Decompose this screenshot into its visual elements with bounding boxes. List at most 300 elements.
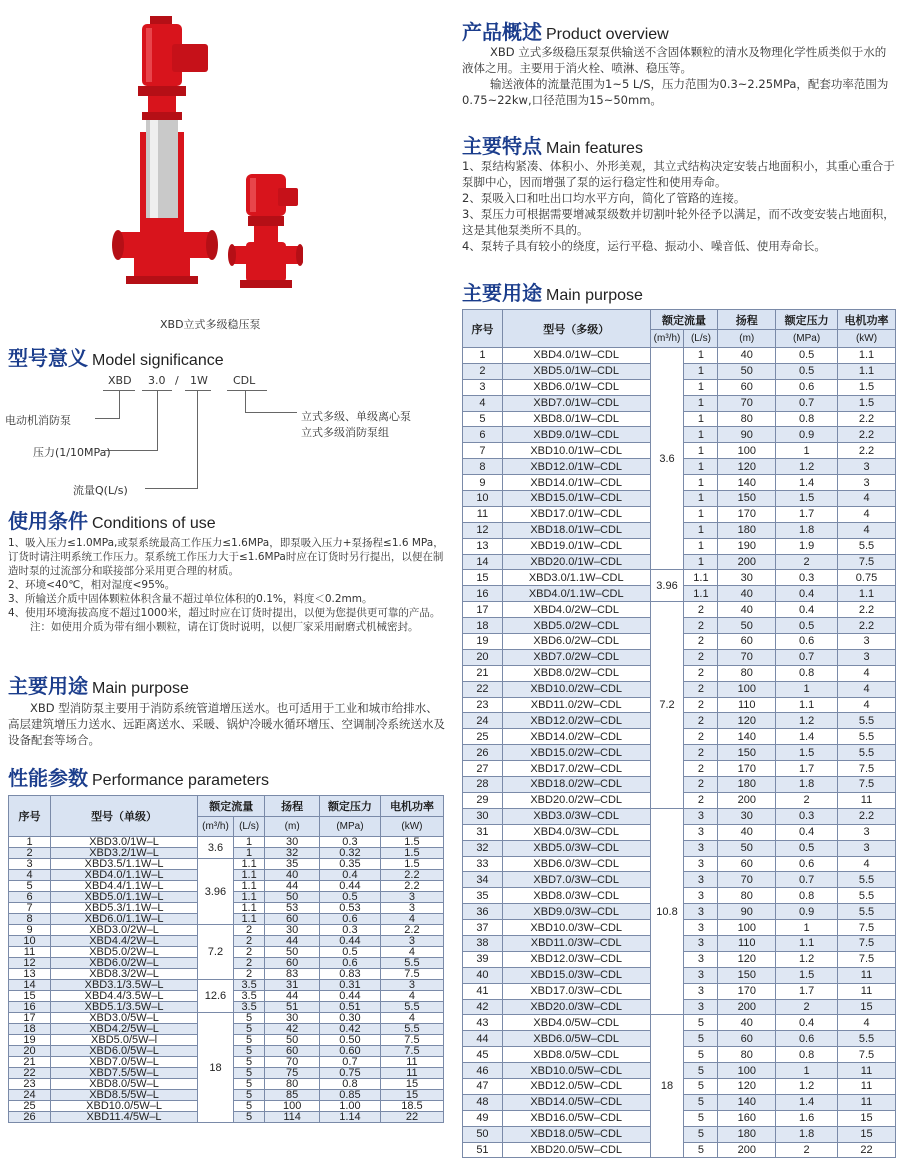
model-cell: XBD8.3/2W–L: [51, 969, 198, 980]
flow-m3h-cell: 3.96: [198, 859, 234, 925]
row-number-cell: 40: [463, 967, 503, 983]
flow-ls-cell: 2: [684, 602, 718, 618]
row-number-cell: 11: [9, 947, 51, 958]
pressure-cell: 0.8: [319, 1079, 380, 1090]
row-number-cell: 6: [463, 427, 503, 443]
vertical-multistage-pump-image: [112, 14, 220, 286]
model-cell: XBD4.0/5W–CDL: [502, 1015, 650, 1031]
head-cell: 110: [718, 697, 776, 713]
power-cell: 3: [380, 980, 443, 991]
head-cell: 180: [718, 522, 776, 538]
flow-ls-cell: 1.1: [233, 859, 265, 870]
col-head-unit: (m): [265, 817, 320, 837]
head-cell: 42: [265, 1024, 320, 1035]
flow-ls-cell: 2: [684, 729, 718, 745]
row-number-cell: 17: [463, 602, 503, 618]
row-number-cell: 43: [463, 1015, 503, 1031]
model-cell: XBD17.0/1W–CDL: [502, 506, 650, 522]
head-cell: 190: [718, 538, 776, 554]
model-cell: XBD8.0/5W–L: [51, 1079, 198, 1090]
power-cell: 3: [838, 840, 896, 856]
overview-p2: 输送液体的流量范围为1~5 L/S，压力范围为0.3~2.25MPa，配套功率范围为0.75~22kw,口径范围为15~50mm。: [462, 77, 889, 107]
feature-item: 1、泵结构紧凑、体积小、外形美观，其立式结构决定安装占地面积小，其重心重合于泵脚中心，因而增强了泵的运行稳定性和使用寿命。: [462, 159, 895, 189]
flow-ls-cell: 2: [684, 697, 718, 713]
flow-ls-cell: 2: [684, 634, 718, 650]
row-number-cell: 34: [463, 872, 503, 888]
pressure-cell: 2: [776, 1142, 838, 1158]
power-cell: 4: [838, 681, 896, 697]
pressure-cell: 0.7: [776, 649, 838, 665]
head-cell: 150: [718, 967, 776, 983]
flow-ls-cell: 3: [684, 856, 718, 872]
model-cell: XBD4.2/5W–L: [51, 1024, 198, 1035]
model-cell: XBD20.0/5W–CDL: [502, 1142, 650, 1158]
col-no: 序号: [9, 796, 51, 837]
flow-ls-cell: 5: [233, 1024, 265, 1035]
row-number-cell: 46: [463, 1063, 503, 1079]
head-cell: 44: [265, 991, 320, 1002]
model-diagram: [5, 366, 445, 496]
table-row: [463, 570, 896, 586]
head-cell: 200: [718, 999, 776, 1015]
head-cell: 50: [265, 892, 320, 903]
power-cell: 15: [380, 1079, 443, 1090]
head-cell: 60: [718, 379, 776, 395]
flow-m3h-cell: 3.96: [650, 570, 684, 602]
flow-ls-cell: 5: [684, 1094, 718, 1110]
head-cell: 60: [265, 958, 320, 969]
row-number-cell: 9: [463, 475, 503, 491]
head-cell: 44: [265, 936, 320, 947]
power-cell: 5.5: [838, 904, 896, 920]
pressure-cell: 0.5: [319, 947, 380, 958]
head-cell: 35: [265, 859, 320, 870]
power-cell: 11: [838, 1094, 896, 1110]
model-cell: XBD8.0/5W–CDL: [502, 1047, 650, 1063]
pressure-cell: 1.5: [776, 491, 838, 507]
row-number-cell: 20: [9, 1046, 51, 1057]
flow-ls-cell: 1: [684, 538, 718, 554]
power-cell: 3: [380, 903, 443, 914]
flow-ls-cell: 3.5: [233, 1002, 265, 1013]
power-cell: 11: [838, 1063, 896, 1079]
head-cell: 120: [718, 951, 776, 967]
row-number-cell: 21: [9, 1057, 51, 1068]
head-cell: 200: [718, 792, 776, 808]
col-flow-unit2: (L/s): [233, 817, 265, 837]
condition-item: 4、使用环境海拔高度不超过1000米，超过时应在订货时提出，以便为您提供更可靠的产品。: [8, 607, 441, 619]
row-number-cell: 1: [9, 837, 51, 848]
pressure-cell: 0.4: [776, 586, 838, 602]
flow-m3h-cell: 12.6: [198, 980, 234, 1013]
row-number-cell: 2: [463, 363, 503, 379]
pressure-cell: 1.4: [776, 1094, 838, 1110]
pressure-cell: 0.6: [776, 634, 838, 650]
power-cell: 4: [838, 665, 896, 681]
pressure-cell: 0.42: [319, 1024, 380, 1035]
flow-ls-cell: 1: [684, 475, 718, 491]
model-cell: XBD10.0/5W–L: [51, 1101, 198, 1112]
head-cell: 80: [718, 665, 776, 681]
head-cell: 120: [718, 459, 776, 475]
condition-note: 注：如使用介质为带有细小颗粒，请在订货时说明，以便厂家采用耐磨式机械密封。: [30, 621, 419, 633]
pressure-cell: 1: [776, 681, 838, 697]
pressure-cell: 1.6: [776, 1110, 838, 1126]
pressure-cell: 0.4: [319, 870, 380, 881]
row-number-cell: 10: [463, 491, 503, 507]
row-number-cell: 12: [9, 958, 51, 969]
model-cell: XBD8.5/5W–L: [51, 1090, 198, 1101]
row-number-cell: 18: [9, 1024, 51, 1035]
flow-ls-cell: 3: [684, 999, 718, 1015]
flow-ls-cell: 2: [233, 936, 265, 947]
flow-ls-cell: 1: [233, 848, 265, 859]
pressure-cell: 0.8: [776, 665, 838, 681]
power-cell: 22: [380, 1112, 443, 1123]
head-cell: 170: [718, 506, 776, 522]
power-cell: 11: [838, 1078, 896, 1094]
table-row: [9, 1013, 444, 1024]
power-cell: 5.5: [838, 888, 896, 904]
flow-ls-cell: 3: [684, 904, 718, 920]
model-cell: XBD6.0/5W–L: [51, 1046, 198, 1057]
model-cell: XBD12.0/5W–CDL: [502, 1078, 650, 1094]
head-cell: 40: [718, 586, 776, 602]
row-number-cell: 26: [9, 1112, 51, 1123]
flow-ls-cell: 3: [684, 983, 718, 999]
pressure-cell: 0.9: [776, 427, 838, 443]
label-motor-fire-pump: 电动机消防泵: [5, 414, 71, 427]
row-number-cell: 21: [463, 665, 503, 681]
model-cell: XBD15.0/1W–CDL: [502, 491, 650, 507]
head-cell: 30: [718, 570, 776, 586]
pressure-cell: 1.1: [776, 935, 838, 951]
row-number-cell: 16: [463, 586, 503, 602]
row-number-cell: 24: [9, 1090, 51, 1101]
row-number-cell: 19: [9, 1035, 51, 1046]
features-list: [462, 158, 896, 254]
power-cell: 4: [380, 991, 443, 1002]
main-purpose-left-text: XBD 型消防泵主要用于消防系统管道增压送水。也可适用于工业和城市给排水、高层建筑增压力送水、远距离送水、采暖、锅炉冷暖水循环增压、空调制冷系统送水及设备配套等场合。: [8, 701, 445, 747]
power-cell: 15: [838, 999, 896, 1015]
head-cell: 50: [718, 840, 776, 856]
flow-ls-cell: 1: [684, 491, 718, 507]
power-cell: 3: [380, 892, 443, 903]
head-cell: 90: [718, 427, 776, 443]
pressure-cell: 1.4: [776, 475, 838, 491]
model-cell: XBD18.0/5W–CDL: [502, 1126, 650, 1142]
pressure-cell: 0.85: [319, 1090, 380, 1101]
row-number-cell: 5: [9, 881, 51, 892]
model-cell: XBD15.0/3W–CDL: [502, 967, 650, 983]
model-cell: XBD7.0/3W–CDL: [502, 872, 650, 888]
power-cell: 7.5: [380, 969, 443, 980]
flow-ls-cell: 1.1: [684, 570, 718, 586]
head-cell: 160: [718, 1110, 776, 1126]
model-cell: XBD4.4/3.5W–L: [51, 991, 198, 1002]
flow-ls-cell: 3: [684, 935, 718, 951]
pressure-cell: 0.7: [776, 872, 838, 888]
row-number-cell: 42: [463, 999, 503, 1015]
model-cell: XBD6.0/2W–L: [51, 958, 198, 969]
overview-p1: XBD 立式多级稳压泵泵供输送不含固体颗粒的清水及物理化学性质类似于水的液体之用。主要用于消火栓、喷淋、稳压等。: [462, 45, 887, 75]
row-number-cell: 26: [463, 745, 503, 761]
model-cell: XBD20.0/3W–CDL: [502, 999, 650, 1015]
conditions-list: [8, 536, 446, 634]
flow-ls-cell: 1: [684, 348, 718, 364]
performance-table: [8, 795, 444, 1123]
head-cell: 50: [265, 947, 320, 958]
pressure-cell: 0.5: [776, 348, 838, 364]
head-cell: 83: [265, 969, 320, 980]
power-cell: 11: [380, 1057, 443, 1068]
model-cell: XBD20.0/1W–CDL: [502, 554, 650, 570]
col-pressure: 额定压力: [776, 310, 838, 330]
model-cell: XBD14.0/2W–CDL: [502, 729, 650, 745]
row-number-cell: 10: [9, 936, 51, 947]
flow-ls-cell: 3: [684, 872, 718, 888]
condition-item: 1、吸入压力≤1.0MPa,或泵系统最高工作压力≤1.6MPa，即泵吸入压力+泵扬程≤1.6 MPa，订货时请注明系统工作压力。泵系统工作压力大于≤1.6MPa时应在订货时另行提出，以便在制造时泵的过流部分和联接部分采用更合理的材质。: [8, 537, 444, 577]
flow-ls-cell: 3: [684, 840, 718, 856]
pressure-cell: 0.9: [776, 904, 838, 920]
flow-ls-cell: 1.1: [233, 914, 265, 925]
power-cell: 3: [838, 459, 896, 475]
col-power-unit: (kW): [838, 330, 896, 348]
head-cell: 110: [718, 935, 776, 951]
head-cell: 40: [265, 870, 320, 881]
row-number-cell: 25: [9, 1101, 51, 1112]
row-number-cell: 45: [463, 1047, 503, 1063]
power-cell: 2.2: [838, 411, 896, 427]
col-power: 电机功率: [380, 796, 443, 817]
flow-ls-cell: 2: [684, 777, 718, 793]
col-no: 序号: [463, 310, 503, 348]
flow-ls-cell: 5: [233, 1057, 265, 1068]
head-cell: 200: [718, 1142, 776, 1158]
flow-ls-cell: 1: [684, 443, 718, 459]
row-number-cell: 4: [9, 870, 51, 881]
model-cell: XBD4.0/3W–CDL: [502, 824, 650, 840]
power-cell: 11: [838, 983, 896, 999]
head-cell: 80: [718, 1047, 776, 1063]
row-number-cell: 15: [9, 991, 51, 1002]
model-cell: XBD5.0/5W–l: [51, 1035, 198, 1046]
power-cell: 4: [838, 506, 896, 522]
label-cdl-1: 立式多级、单级离心泵: [301, 410, 411, 423]
flow-ls-cell: 5: [233, 1101, 265, 1112]
model-cell: XBD14.0/1W–CDL: [502, 475, 650, 491]
head-cell: 140: [718, 475, 776, 491]
flow-ls-cell: 1.1: [233, 903, 265, 914]
row-number-cell: 51: [463, 1142, 503, 1158]
table-row: [463, 348, 896, 364]
flow-ls-cell: 2: [684, 761, 718, 777]
condition-item: 3、所输送介质中固体颗粒体积含量不超过单位体积的0.1%，料度＜0.2mm。: [8, 593, 373, 605]
model-cell: XBD10.0/3W–CDL: [502, 920, 650, 936]
head-cell: 50: [718, 363, 776, 379]
pressure-cell: 1.2: [776, 1078, 838, 1094]
model-cell: XBD7.0/5W–L: [51, 1057, 198, 1068]
flow-m3h-cell: 7.2: [198, 925, 234, 980]
power-cell: 7.5: [838, 777, 896, 793]
power-cell: 4: [838, 1015, 896, 1031]
head-cell: 70: [718, 395, 776, 411]
model-cell: XBD4.4/2W–L: [51, 936, 198, 947]
head-cell: 60: [718, 1031, 776, 1047]
row-number-cell: 11: [463, 506, 503, 522]
power-cell: 5.5: [380, 1002, 443, 1013]
power-cell: 5.5: [838, 1031, 896, 1047]
flow-ls-cell: 3: [684, 808, 718, 824]
flow-ls-cell: 3: [684, 967, 718, 983]
head-cell: 40: [718, 1015, 776, 1031]
power-cell: 1.5: [838, 379, 896, 395]
flow-ls-cell: 3.5: [233, 991, 265, 1002]
label-pressure: 压力(1/10MPa): [33, 446, 111, 459]
flow-ls-cell: 2: [233, 925, 265, 936]
model-cell: XBD14.0/5W–CDL: [502, 1094, 650, 1110]
power-cell: 7.5: [380, 1035, 443, 1046]
power-cell: 1.5: [380, 848, 443, 859]
power-cell: 0.75: [838, 570, 896, 586]
power-cell: 5.5: [838, 713, 896, 729]
pressure-cell: 0.6: [776, 856, 838, 872]
power-cell: 2.2: [380, 870, 443, 881]
flow-ls-cell: 5: [233, 1090, 265, 1101]
row-number-cell: 33: [463, 856, 503, 872]
head-cell: 60: [718, 856, 776, 872]
power-cell: 4: [838, 522, 896, 538]
model-cell: XBD4.0/1.1W–CDL: [502, 586, 650, 602]
model-cell: XBD12.0/1W–CDL: [502, 459, 650, 475]
col-head: 扬程: [265, 796, 320, 817]
head-cell: 100: [265, 1101, 320, 1112]
pressure-cell: 1.2: [776, 713, 838, 729]
power-cell: 5.5: [380, 1024, 443, 1035]
model-cell: XBD10.0/1W–CDL: [502, 443, 650, 459]
pressure-cell: 0.7: [776, 395, 838, 411]
col-flow-unit1: (m³/h): [650, 330, 684, 348]
flow-ls-cell: 1.1: [233, 881, 265, 892]
power-cell: 4: [838, 491, 896, 507]
head-cell: 60: [718, 634, 776, 650]
power-cell: 18.5: [380, 1101, 443, 1112]
row-number-cell: 9: [9, 925, 51, 936]
pressure-cell: 0.5: [319, 892, 380, 903]
flow-ls-cell: 3: [684, 920, 718, 936]
col-model: 型号（单级）: [51, 796, 198, 837]
head-cell: 100: [718, 443, 776, 459]
model-cell: XBD5.0/1.1W–L: [51, 892, 198, 903]
flow-ls-cell: 1: [684, 379, 718, 395]
model-cell: XBD5.0/2W–L: [51, 947, 198, 958]
pressure-cell: 0.5: [776, 840, 838, 856]
power-cell: 1.5: [380, 859, 443, 870]
pressure-cell: 0.6: [776, 379, 838, 395]
head-cell: 32: [265, 848, 320, 859]
head-cell: 140: [718, 1094, 776, 1110]
code-slash: /: [175, 374, 179, 387]
power-cell: 1.1: [838, 586, 896, 602]
main-purpose-left-title: 主要用途 Main purpose: [8, 674, 189, 698]
power-cell: 15: [838, 1126, 896, 1142]
flow-ls-cell: 2: [684, 792, 718, 808]
pressure-cell: 1: [776, 1063, 838, 1079]
flow-ls-cell: 2: [684, 713, 718, 729]
power-cell: 11: [838, 792, 896, 808]
flow-ls-cell: 1: [684, 411, 718, 427]
row-number-cell: 24: [463, 713, 503, 729]
pressure-cell: 0.44: [319, 881, 380, 892]
model-cell: XBD6.0/1W–CDL: [502, 379, 650, 395]
flow-ls-cell: 5: [233, 1035, 265, 1046]
model-cell: XBD3.0/5W–L: [51, 1013, 198, 1024]
flow-ls-cell: 1: [684, 363, 718, 379]
pressure-cell: 1.7: [776, 761, 838, 777]
row-number-cell: 23: [463, 697, 503, 713]
flow-ls-cell: 5: [684, 1126, 718, 1142]
power-cell: 5.5: [838, 729, 896, 745]
model-cell: XBD8.0/1W–CDL: [502, 411, 650, 427]
model-cell: XBD3.0/2W–L: [51, 925, 198, 936]
row-number-cell: 44: [463, 1031, 503, 1047]
model-cell: XBD7.0/1W–CDL: [502, 395, 650, 411]
model-cell: XBD3.0/1W–L: [51, 837, 198, 848]
col-flow-unit1: (m³/h): [198, 817, 234, 837]
row-number-cell: 7: [463, 443, 503, 459]
power-cell: 7.5: [838, 1047, 896, 1063]
model-cell: XBD16.0/5W–CDL: [502, 1110, 650, 1126]
flow-ls-cell: 1.1: [233, 892, 265, 903]
head-cell: 40: [718, 348, 776, 364]
pressure-cell: 2: [776, 554, 838, 570]
model-cell: XBD15.0/2W–CDL: [502, 745, 650, 761]
performance-title: 性能参数 Performance parameters: [8, 766, 269, 790]
flow-ls-cell: 3: [684, 888, 718, 904]
flow-ls-cell: 5: [233, 1079, 265, 1090]
pressure-cell: 0.7: [319, 1057, 380, 1068]
row-number-cell: 2: [9, 848, 51, 859]
power-cell: 2.2: [838, 427, 896, 443]
pressure-cell: 0.6: [319, 958, 380, 969]
pressure-cell: 0.4: [776, 824, 838, 840]
model-cell: XBD5.0/2W–CDL: [502, 618, 650, 634]
pressure-cell: 1.5: [776, 745, 838, 761]
flow-ls-cell: 5: [233, 1013, 265, 1024]
power-cell: 3: [380, 936, 443, 947]
model-cell: XBD8.0/2W–CDL: [502, 665, 650, 681]
model-cell: XBD18.0/2W–CDL: [502, 777, 650, 793]
row-number-cell: 22: [9, 1068, 51, 1079]
flow-ls-cell: 1.1: [684, 586, 718, 602]
model-cell: XBD4.0/2W–CDL: [502, 602, 650, 618]
power-cell: 11: [380, 1068, 443, 1079]
power-cell: 3: [838, 824, 896, 840]
head-cell: 70: [265, 1057, 320, 1068]
row-number-cell: 31: [463, 824, 503, 840]
head-cell: 80: [718, 888, 776, 904]
row-number-cell: 20: [463, 649, 503, 665]
power-cell: 4: [380, 914, 443, 925]
power-cell: 2.2: [380, 881, 443, 892]
head-cell: 30: [718, 808, 776, 824]
flow-m3h-cell: 7.2: [650, 602, 684, 809]
head-cell: 140: [718, 729, 776, 745]
flow-ls-cell: 1.1: [233, 870, 265, 881]
pressure-cell: 1.8: [776, 777, 838, 793]
label-flow: 流量Q(L/s): [73, 484, 128, 497]
row-number-cell: 18: [463, 618, 503, 634]
